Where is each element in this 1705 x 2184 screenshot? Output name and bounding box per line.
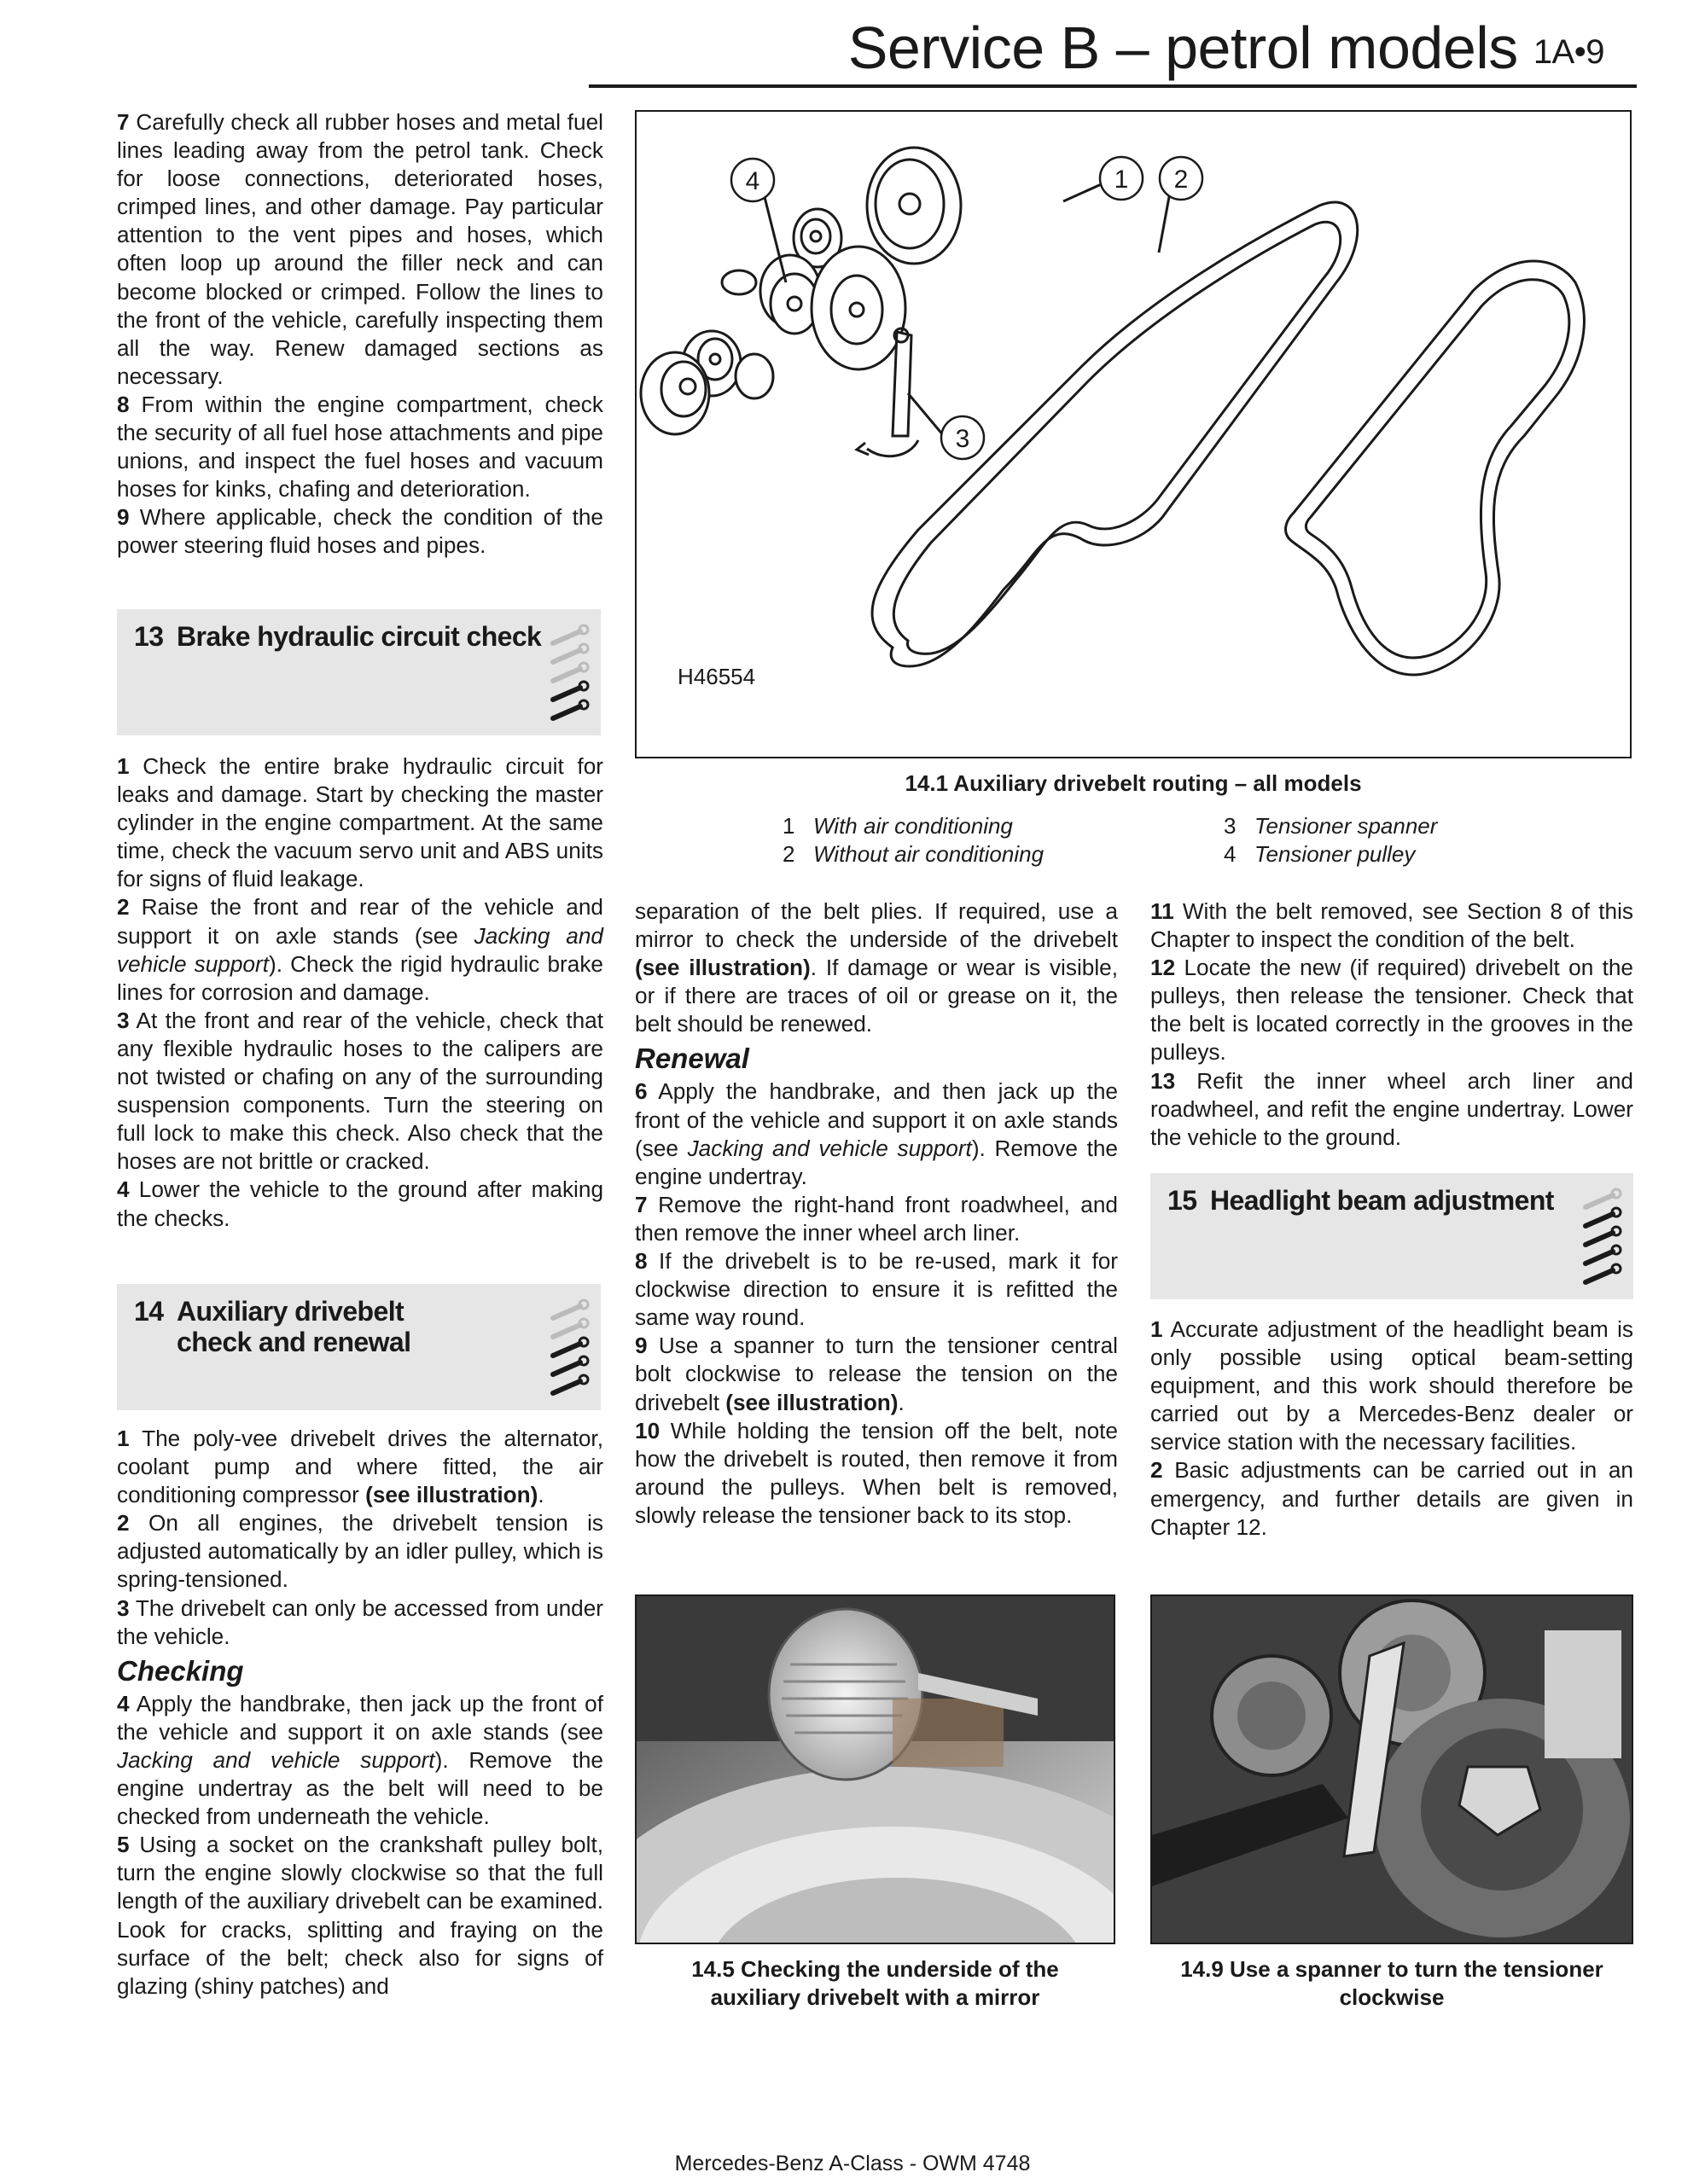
section-14-title-line2: check and renewal <box>177 1327 411 1357</box>
header-title: Service B – petrol models <box>847 15 1518 81</box>
para-13-1: 1 Check the entire brake hydraulic circuit for leaks and damage. Start by checking the master cylinder in the engine compartment. At the same time, check the vacuum servo unit and ABS units for signs of fluid leakage. <box>117 753 603 892</box>
para-9: 9 Where applicable, check the condition of the power steering fluid hoses and pipes. <box>117 504 603 559</box>
para-14-1: 1 The poly-vee drivebelt drives the alternator, coolant pump and where fitted, the air conditioning compressor (see illustration). <box>117 1426 603 1508</box>
figure-drivebelt-routing <box>635 110 1632 758</box>
callout-4-label: 4 <box>745 167 760 195</box>
section-15-body <box>1150 1316 1633 1542</box>
drivebelt-diagram <box>637 112 1630 757</box>
para-14-2: 2 On all engines, the drivebelt tension is adjusted automatically by an idler pulley, which is spring-tensioned. <box>117 1510 604 1593</box>
header-rule <box>589 84 1637 88</box>
spanner-rating-icon <box>546 1294 591 1403</box>
callout-1-label: 1 <box>1114 166 1129 194</box>
section-13-heading <box>117 609 601 735</box>
para-7: 7 Carefully check all rubber hoses and metal fuel lines leading away from the petrol tank. Check for loose connections, deteriorated hoses, crimped lines, and other damage. Pay particular attention to the vent pipes and hoses, which often loop up around the filler neck and can become blocked or crimped. Follow the lines to the front of the vehicle, carefully inspecting them all the way. Renew damaged sections as necessary. <box>117 109 603 389</box>
section-13-title: Brake hydraulic circuit check <box>177 621 542 652</box>
para-14-7: 7 Remove the right-hand front roadwheel, and then remove the inner wheel arch liner. <box>635 1191 1118 1246</box>
col1-top <box>117 108 603 561</box>
figure-key-2: 2 Without air conditioning <box>783 841 1045 867</box>
page-footer: Mercedes-Benz A-Class - OWM 4748 <box>674 2152 1031 2175</box>
para-14-13: 13 Refit the inner wheel arch liner and roadwheel, and refit the engine undertray. Lower the vehicle to the ground. <box>1150 1067 1633 1150</box>
section-15-number: 15 <box>1167 1185 1197 1216</box>
section-13-body <box>117 752 603 1233</box>
para-13-4: 4 Lower the vehicle to the ground after making the checks. <box>117 1176 604 1231</box>
photo-mirror-image <box>637 1596 1114 1943</box>
callout-2-label: 2 <box>1173 166 1189 194</box>
para-14-11: 11 With the belt removed, see Section 8 of this Chapter to inspect the condition of the belt. <box>1150 898 1633 953</box>
para-14-3: 3 The drivebelt can only be accessed from under the vehicle. <box>117 1594 603 1649</box>
para-14-12: 12 Locate the new (if required) drivebelt on the pulleys, then release the tensioner. Check that the belt is located correctly in the grooves in the pulleys. <box>1150 955 1633 1066</box>
para-13-3: 3 At the front and rear of the vehicle, check that any flexible hydraulic hoses to the calipers are not twisted or chafing on any of the surrounding suspension components. Turn the steering on full lock to make this check. Also check that the hoses are not brittle or cracked. <box>117 1007 603 1175</box>
figure-key-3: 3 Tensioner spanner <box>1224 813 1438 839</box>
col3-body <box>1150 897 1633 1152</box>
belt-without-ac <box>1286 261 1585 675</box>
spanner-rating-icon <box>1579 1183 1623 1292</box>
section-15-title: Headlight beam adjustment <box>1210 1185 1554 1216</box>
col2-body <box>635 897 1118 1530</box>
photo-14-9-spanner <box>1150 1594 1633 1944</box>
section-14-heading <box>117 1284 601 1410</box>
header-page-ref: 1A•9 <box>1533 33 1604 71</box>
photo-14-5-caption: 14.5 Checking the underside of the auxiliary drivebelt with a mirror <box>691 1956 1059 2010</box>
para-15-1: 1 Accurate adjustment of the headlight beam is only possible using optical beam-setting equipment, and this work should therefore be carried out by a Mercedes-Benz dealer or service station with the necessary facilities. <box>1150 1316 1633 1455</box>
section-14-number: 14 <box>134 1296 164 1327</box>
callout-3-label: 3 <box>955 425 970 453</box>
photo-14-9-caption: 14.9 Use a spanner to turn the tensioner clockwise <box>1180 1956 1603 2010</box>
para-13-2: 2 Raise the front and rear of the vehicle and support it on axle stands (see Jacking and vehicle support). Check the rigid hydraulic brake lines for corrosion and damage. <box>117 894 603 1005</box>
para-14-8: 8 If the drivebelt is to be re-used, mark it for clockwise direction to ensure it is refitted the same way round. <box>635 1248 1118 1331</box>
figure-key-1: 1 With air conditioning <box>783 813 1013 839</box>
subheading-renewal: Renewal <box>635 1043 749 1075</box>
para-14-10: 10 While holding the tension off the belt, note how the drivebelt is routed, then remove it from around the pulleys. When belt is removed, slowly release the tensioner back to its stop. <box>635 1417 1118 1528</box>
para-14-5: 5 Using a socket on the crankshaft pulley bolt, turn the engine slowly clockwise so that the full length of the auxiliary drivebelt can be examined. Look for cracks, splitting and fraying on the surface of the belt; check also for signs of glazing (shiny patches) and <box>117 1832 603 1999</box>
section-14-title-line1: Auxiliary drivebelt <box>177 1296 404 1327</box>
para-14-5-cont: separation of the belt plies. If required, use a mirror to check the underside of the drivebelt (see illustration). If damage or wear is visible, or if there are traces of oil or grease on it, the belt should be renewed. <box>635 898 1118 1037</box>
photo-14-5-mirror <box>635 1594 1115 1944</box>
page-header <box>848 14 1604 82</box>
photo-spanner-image <box>1152 1596 1632 1943</box>
para-8: 8 From within the engine compartment, check the security of all fuel hose attachments and pipe unions, and inspect the fuel hoses and vacuum hoses for kinks, chafing and deterioration. <box>117 391 603 502</box>
figure-14-1-caption: 14.1 Auxiliary drivebelt routing – all models <box>905 770 1362 796</box>
spanner-rating-icon <box>546 619 591 729</box>
para-14-6: 6 Apply the handbrake, and then jack up the front of the vehicle and support it on axle stands (see Jacking and vehicle support). Remove the engine undertray. <box>635 1078 1119 1189</box>
section-14-body <box>117 1425 603 2001</box>
para-14-4: 4 Apply the handbrake, then jack up the front of the vehicle and support it on axle stands (see Jacking and vehicle support). Remove the engine undertray as the belt will need to be checked from underneath the vehicle. <box>117 1690 603 1830</box>
section-13-number: 13 <box>134 621 164 652</box>
para-15-2: 2 Basic adjustments can be carried out in an emergency, and further details are given in Chapter 12. <box>1150 1457 1633 1540</box>
subheading-checking: Checking <box>117 1654 244 1687</box>
section-15-heading <box>1150 1173 1633 1299</box>
figure-key-4: 4 Tensioner pulley <box>1224 841 1416 867</box>
figure-code: H46554 <box>678 664 756 689</box>
para-14-9: 9 Use a spanner to turn the tensioner central bolt clockwise to release the tension on the drivebelt (see illustration). <box>635 1333 1118 1415</box>
